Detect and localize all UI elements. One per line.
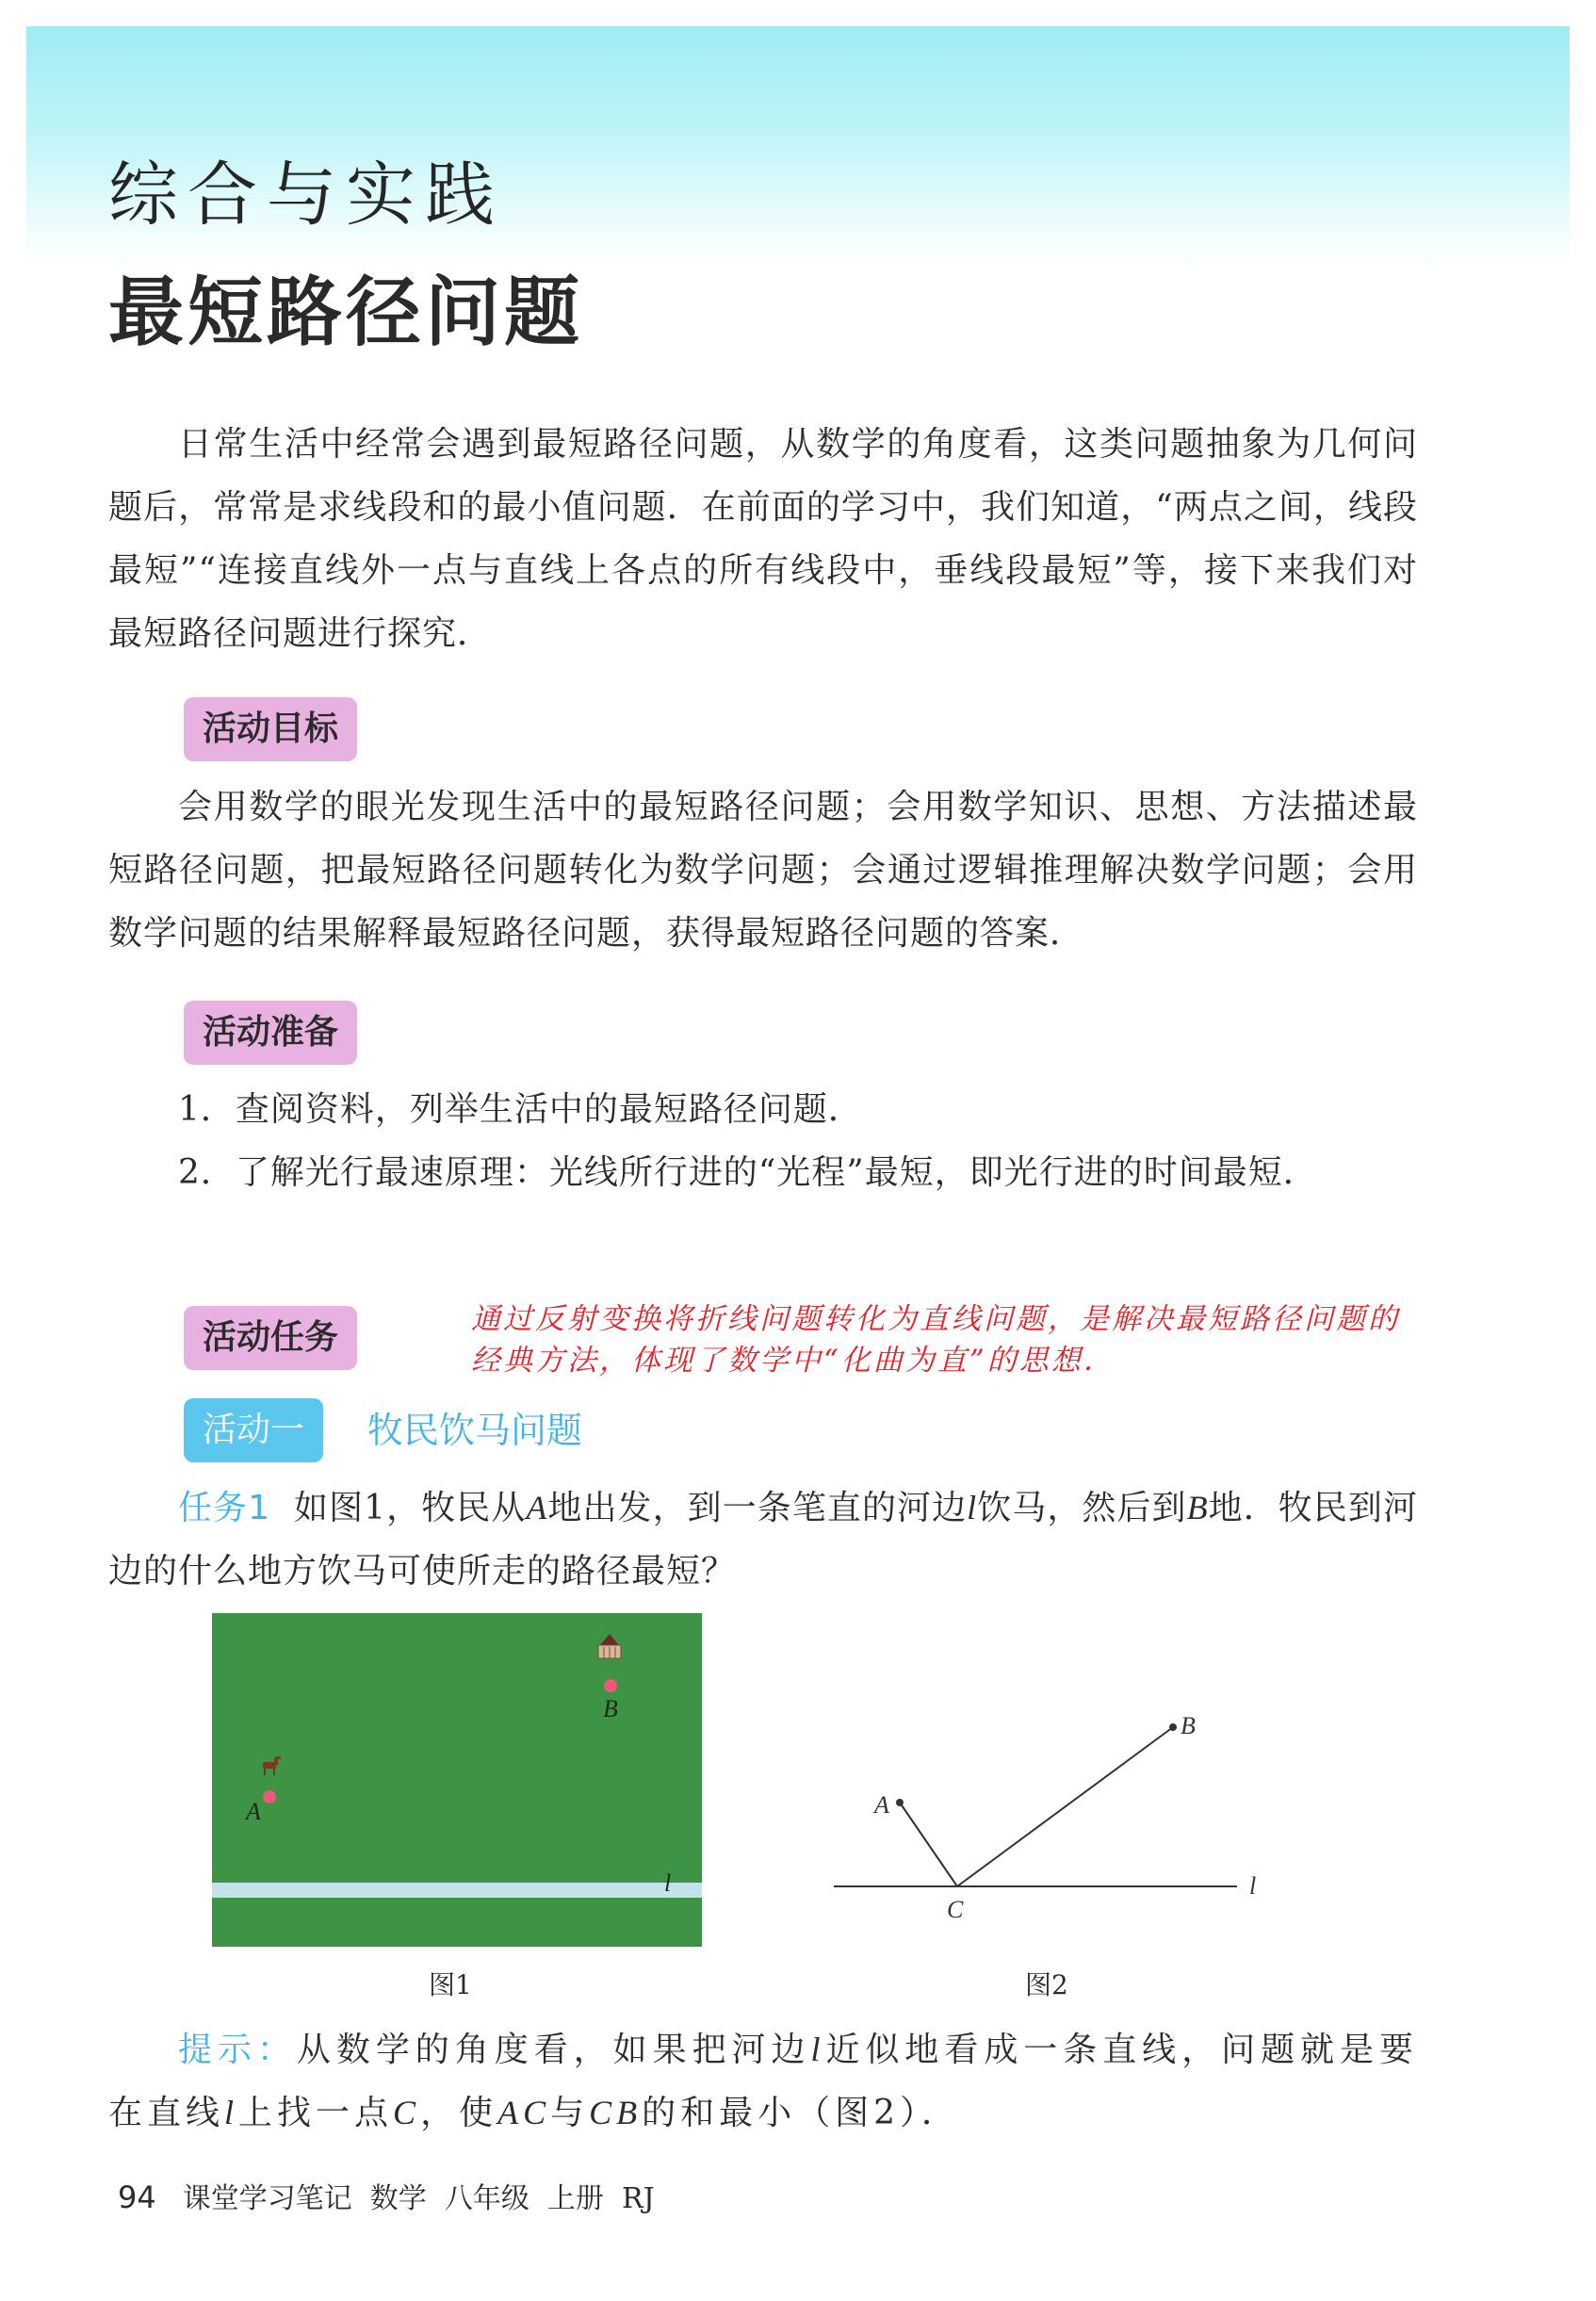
figure-1-illustration (212, 1613, 702, 1947)
var-l: l (967, 1489, 978, 1526)
activity-title: 牧民饮马问题 (367, 1410, 583, 1451)
label-A: A (874, 1791, 889, 1819)
figure-2-caption: 图2 (1025, 1969, 1068, 2000)
segment-CB (957, 1727, 1173, 1886)
hint-text: 近似地看成一条直线，问题就是要在直线 (108, 2031, 1418, 2132)
figure-2-diagram (810, 1696, 1281, 1922)
hint-text: 上找一点 (238, 2094, 394, 2132)
task1-text: 如图1，牧民从 (294, 1489, 527, 1527)
page-number: 94 (118, 2179, 156, 2215)
section-badge-prep: 活动准备 (184, 1001, 357, 1065)
hint-text: 的和最小（图2）． (642, 2094, 961, 2132)
var-l: l (224, 2094, 239, 2131)
label-B: B (1181, 1712, 1196, 1739)
handwritten-annotation: 通过反射变换将折线问题转化为直线问题，是解决最短路径问题的经典方法，体现了数学中“化曲为直”的思想． (471, 1302, 1400, 1378)
task1-text: 地．牧民到河边的什么地方饮马可使所走的路径最短？ (108, 1489, 1418, 1591)
hint-label: 提示： (178, 2031, 297, 2069)
task1-text: 地出发，到一条笔直的河边 (547, 1489, 968, 1527)
prep-item-1: 1．查阅资料，列举生活中的最短路径问题． (178, 1090, 863, 1129)
page-footer (118, 2175, 655, 2216)
var-l: l (810, 2031, 825, 2068)
hint-text: 与 (550, 2094, 590, 2132)
intro-paragraph: 日常生活中经常会遇到最短路径问题，从数学的角度看，这类问题抽象为几何问题后，常常是求线段和的最小值问题．在前面的学习中，我们知道，“两点之间，线段最短”“连接直线外一点与直线上各点的所有线段中，垂线段最短”等，接下来我们对最短路径问题进行探究． (108, 425, 1418, 653)
label-B: B (603, 1695, 618, 1722)
figure-1-caption: 图1 (429, 1969, 472, 2000)
point-A-marker (263, 1790, 276, 1803)
hint-text: 从数学的角度看，如果把河边 (296, 2031, 811, 2069)
task1-text: 饮马，然后到 (977, 1489, 1187, 1527)
label-l: l (1249, 1872, 1257, 1900)
var-B: B (1186, 1489, 1209, 1526)
point-B-marker (604, 1679, 617, 1692)
activity-badge: 活动一 (184, 1398, 323, 1462)
var-CB: CB (589, 2094, 643, 2131)
prep-item-2: 2．了解光行最速原理：光线所行进的“光程”最短，即光行进的时间最短． (178, 1153, 1318, 1192)
point-B (1169, 1723, 1177, 1731)
var-A: A (526, 1489, 548, 1526)
var-C: C (393, 2094, 421, 2131)
hint-text: ，使 (420, 2094, 498, 2132)
book-info: 课堂学习笔记 数学 八年级 上册 RJ (182, 2182, 655, 2215)
hint-paragraph (108, 2018, 1418, 2145)
section-badge-task: 活动任务 (184, 1306, 357, 1370)
label-C: C (947, 1896, 964, 1922)
river-band (212, 1883, 702, 1898)
page-title: 最短路径问题 (108, 269, 583, 356)
task1-label: 任务1 (178, 1489, 271, 1527)
point-A (896, 1799, 904, 1806)
var-AC: AC (497, 2094, 551, 2131)
section-badge-goal: 活动目标 (184, 697, 357, 761)
series-title: 综合与实践 (108, 155, 504, 236)
segment-AC (900, 1803, 957, 1886)
label-A: A (246, 1798, 261, 1825)
task1-paragraph (108, 1477, 1418, 1603)
label-l: l (664, 1869, 672, 1897)
goal-paragraph: 会用数学的眼光发现生活中的最短路径问题；会用数学知识、思想、方法描述最短路径问题，把最短路径问题转化为数学问题；会通过逻辑推理解决数学问题；会用数学问题的结果解释最短路径问题，获得最短路径问题的答案． (108, 788, 1418, 953)
